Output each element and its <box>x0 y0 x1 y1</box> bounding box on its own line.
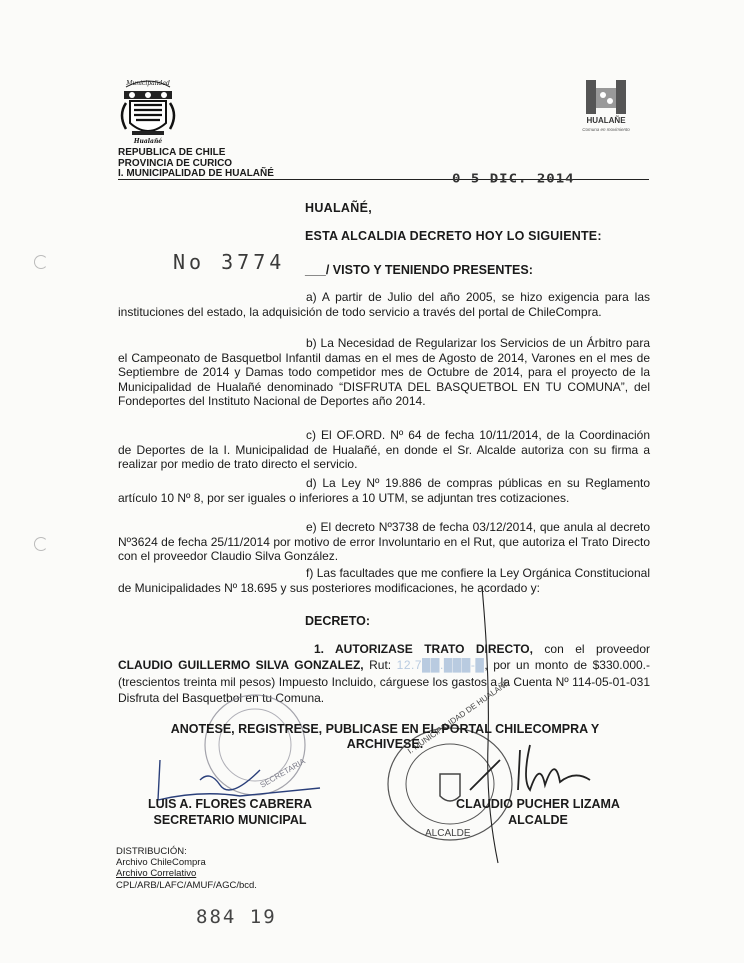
article-lead: 1. AUTORIZASE TRATO DIRECTO, <box>314 642 533 656</box>
date-stamp: 0 5 DIC. 2014 <box>452 171 575 187</box>
punch-hole-bottom <box>34 537 48 551</box>
rut-redacted: 12.7██.███-█ <box>396 658 485 673</box>
signatory-left-title: SECRETARIO MUNICIPAL <box>153 812 307 827</box>
signatory-left <box>130 797 330 828</box>
stamp-right-bottom: ALCALDE <box>425 828 471 839</box>
header-line: I. MUNICIPALIDAD DE HUALAÑÉ <box>118 168 274 179</box>
article-1: 1. AUTORIZASE TRATO DIRECTO, con el proveedor CLAUDIO GUILLERMO SILVA GONZALEZ, Rut: 12.7██.███-█, por un monto de $330.000.- (trescientos treinta mil pesos) Impuesto Incluido, cárguese los gastos a la Cuenta Nº 114-05-01-031 Disfruta del Basquetbol en tu Comuna. <box>118 642 650 706</box>
visto-heading: ___/ VISTO Y TENIENDO PRESENTES: <box>305 263 533 277</box>
header-line: PROVINCIA DE CURICO <box>118 157 233 169</box>
consideration-a: a) A partir de Julio del año 2005, se hizo exigencia para las instituciones del estado, la adquisición de todo servicio a través del portal de ChileCompra. <box>118 290 650 319</box>
municipal-seal <box>112 73 184 147</box>
seal-bottom-text: Hualañé <box>133 138 163 145</box>
place-heading: HUALAÑÉ, <box>305 201 372 215</box>
punch-hole-top <box>34 255 48 269</box>
header-line: REPUBLICA DE CHILE <box>118 147 226 158</box>
handwritten-bottom-number: 884 19 <box>196 906 277 928</box>
handwritten-decree-number: No 3774 <box>173 250 286 274</box>
consideration-f: f) Las facultades que me confiere la Ley Orgánica Constitucional de Municipalidades Nº 18.695 y sus posteriores modificaciones, he acordado y: <box>118 566 650 595</box>
seal-top-text: Municipalidad <box>126 80 170 87</box>
decree-heading: ESTA ALCALDIA DECRETO HOY LO SIGUIENTE: <box>305 229 602 243</box>
header-institution <box>118 148 274 180</box>
closing-formula: ANOTESE, REGISTRESE, PUBLICASE EN EL PORTAL CHILECOMPRA Y ARCHIVESE. <box>170 722 600 751</box>
signatory-right-name: CLAUDIO PUCHER LIZAMA <box>456 797 620 811</box>
consideration-b: b) La Necesidad de Regularizar los Servicios de un Árbitro para el Campeonato de Basquetbol Infantil damas en el mes de Agosto de 2014, Varones en el mes de Septiembre de 2014 y Damas todo competidor mes de Octubre de 2014, para el proyecto de la Municipalidad de Hualañé denominado “DISFRUTA DEL BASQUETBOL EN TU COMUNA”, del Fondeportes del Instituto Nacional de Deportes año 2014. <box>118 336 650 409</box>
decreto-heading: DECRETO: <box>305 614 371 628</box>
consideration-c: c) El OF.ORD. Nº 64 de fecha 10/11/2014, de la Coordinación de Deportes de la I. Municipalidad de Hualañé, en donde el Sr. Alcalde autoriza con su firma a realizar por medio de trato directo el servicio. <box>118 428 650 472</box>
signatory-left-name: LUIS A. FLORES CABRERA <box>147 797 313 811</box>
logo-tagline: Comuna en movimiento <box>582 127 630 132</box>
stamp-left-text: SECRETARIA <box>258 756 307 790</box>
consideration-d: d) La Ley Nº 19.886 de compras públicas en su Reglamento artículo 10 Nº 8, por ser iguales o inferiores a 10 UTM, se adjuntan tres cotizaciones. <box>118 476 650 505</box>
hualane-logo <box>573 80 653 136</box>
signatory-right <box>438 797 638 828</box>
logo-name: HUALAÑE <box>586 116 626 125</box>
provider-name: CLAUDIO GUILLERMO SILVA GONZALEZ, <box>118 658 364 673</box>
stamp-right-text: I. MUNICIPALIDAD DE HUALAÑE <box>405 678 512 756</box>
signatory-right-title: ALCALDE <box>508 812 568 827</box>
distribution-list: DISTRIBUCIÓN: Archivo ChileCompra Archivo Correlativo CPL/ARB/LAFC/AMUF/AGC/bcd. <box>116 846 257 891</box>
consideration-e: e) El decreto Nº3738 de fecha 03/12/2014, que anula al decreto Nº3624 de fecha 25/11/2014 por motivo de error Involuntario en el Rut, que autoriza el Trato Directo con el proveedor Claudio Silva González. <box>118 520 650 564</box>
